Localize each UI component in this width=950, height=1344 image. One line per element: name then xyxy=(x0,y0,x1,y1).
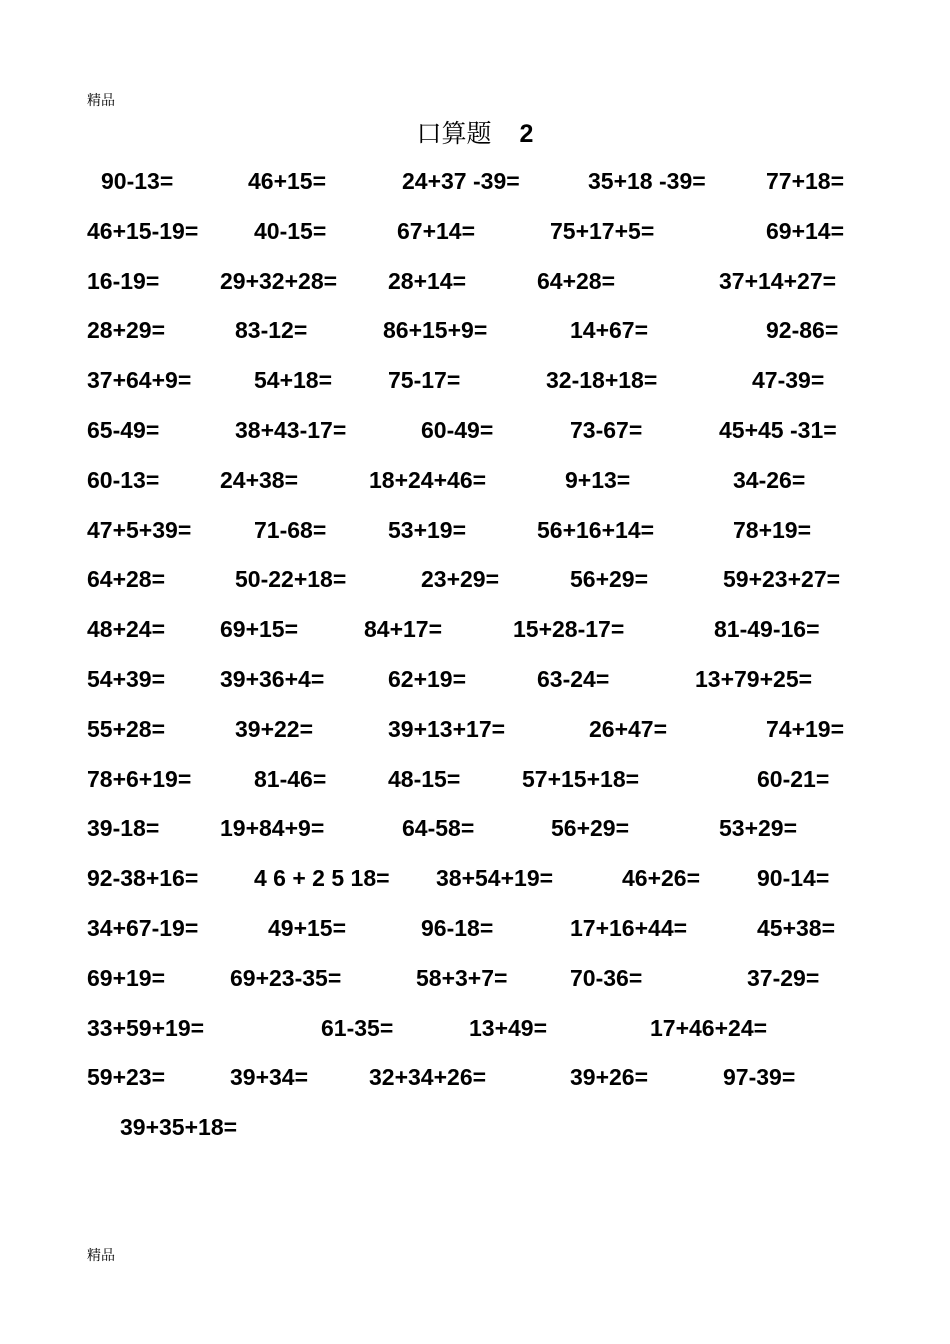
arithmetic-problem: 86+15+9= xyxy=(383,317,488,344)
arithmetic-problem: 38+54+19= xyxy=(436,865,554,892)
arithmetic-problem: 56+29= xyxy=(570,566,649,593)
problem-row xyxy=(0,763,950,795)
arithmetic-problem: 23+29= xyxy=(421,566,500,593)
arithmetic-problem: 13+79+25= xyxy=(695,666,813,692)
arithmetic-problem: 61-35= xyxy=(321,1014,394,1041)
problem-row xyxy=(0,912,950,944)
arithmetic-problem: 64+28= xyxy=(537,267,616,294)
arithmetic-problem: 62+19= xyxy=(388,666,467,692)
arithmetic-problem: 56+29= xyxy=(551,815,630,842)
arithmetic-problem: 33+59+19= xyxy=(87,1014,205,1041)
arithmetic-problem: 28+14= xyxy=(388,267,467,294)
problem-row xyxy=(0,514,950,546)
arithmetic-problem: 56+16+14= xyxy=(537,516,655,543)
arithmetic-problem: 18+24+46= xyxy=(369,466,487,493)
arithmetic-problem: 53+19= xyxy=(388,516,467,543)
arithmetic-problem: 60-13= xyxy=(87,466,160,493)
problem-row xyxy=(0,314,950,346)
arithmetic-problem: 60-49= xyxy=(421,417,494,443)
arithmetic-problem: 90-14= xyxy=(757,865,830,892)
arithmetic-problem: 45+38= xyxy=(757,915,836,941)
arithmetic-problem: 55+28= xyxy=(87,715,166,742)
arithmetic-problem: 24+38= xyxy=(220,466,299,493)
arithmetic-problem: 84+17= xyxy=(364,616,443,643)
arithmetic-problem: 64-58= xyxy=(402,815,475,842)
arithmetic-problem: 58+3+7= xyxy=(416,964,508,991)
problem-row xyxy=(0,962,950,994)
arithmetic-problem: 29+32+28= xyxy=(220,267,338,294)
arithmetic-problem: 34-26= xyxy=(733,466,806,493)
problem-row xyxy=(0,265,950,297)
arithmetic-problem: 17+46+24= xyxy=(650,1014,768,1041)
arithmetic-problem: 59+23= xyxy=(87,1064,166,1091)
header-mark: 精品 xyxy=(87,93,115,109)
arithmetic-problem: 46+26= xyxy=(622,865,701,892)
arithmetic-problem: 69+15= xyxy=(220,616,299,643)
arithmetic-problem: 69+19= xyxy=(87,964,166,991)
arithmetic-problem: 60-21= xyxy=(757,765,830,792)
arithmetic-problem: 15+28-17= xyxy=(513,616,625,643)
arithmetic-problem: 83-12= xyxy=(235,317,308,344)
arithmetic-problem: 9+13= xyxy=(565,466,631,493)
arithmetic-problem: 96-18= xyxy=(421,915,494,941)
arithmetic-problem: 48-15= xyxy=(388,765,461,792)
arithmetic-problem: 75+17+5= xyxy=(550,217,655,244)
arithmetic-problem: 90-13= xyxy=(101,168,174,194)
arithmetic-problem: 46+15-19= xyxy=(87,217,199,244)
arithmetic-problem: 81-46= xyxy=(254,765,327,792)
arithmetic-problem: 34+67-19= xyxy=(87,915,199,941)
arithmetic-problem: 39+13+17= xyxy=(388,715,506,742)
arithmetic-problem: 16-19= xyxy=(87,267,160,294)
arithmetic-problem: 75-17= xyxy=(388,367,461,394)
arithmetic-problem: 69+14= xyxy=(766,217,845,244)
problem-row xyxy=(0,812,950,844)
arithmetic-problem: 54+18= xyxy=(254,367,333,394)
problem-row xyxy=(0,713,950,745)
title-text: 口算题 xyxy=(416,119,492,148)
arithmetic-problem: 81-49-16= xyxy=(714,616,820,643)
arithmetic-problem: 26+47= xyxy=(589,715,668,742)
arithmetic-problem: 59+23+27= xyxy=(723,566,841,593)
arithmetic-problem: 39+36+4= xyxy=(220,666,325,692)
arithmetic-problem: 92-86= xyxy=(766,317,839,344)
arithmetic-problem: 77+18= xyxy=(766,168,845,194)
arithmetic-problem: 37+64+9= xyxy=(87,367,192,394)
arithmetic-problem: 57+15+18= xyxy=(522,765,640,792)
arithmetic-problem: 73-67= xyxy=(570,417,643,443)
arithmetic-problem: 39+35+18= xyxy=(120,1114,238,1141)
problem-row xyxy=(0,1061,950,1093)
arithmetic-problem: 49+15= xyxy=(268,915,347,941)
arithmetic-problem: 53+29= xyxy=(719,815,798,842)
arithmetic-problem: 4 6 + 2 5 18= xyxy=(254,865,390,892)
arithmetic-problem: 54+39= xyxy=(87,666,166,692)
arithmetic-problem: 47+5+39= xyxy=(87,516,192,543)
arithmetic-problem: 19+84+9= xyxy=(220,815,325,842)
arithmetic-problem: 45+45 -31= xyxy=(719,417,837,443)
arithmetic-problem: 69+23-35= xyxy=(230,964,342,991)
arithmetic-problem: 63-24= xyxy=(537,666,610,692)
arithmetic-problem: 28+29= xyxy=(87,317,166,344)
footer-mark: 精品 xyxy=(87,1248,115,1264)
problem-row xyxy=(0,165,950,197)
problem-row xyxy=(0,862,950,894)
arithmetic-problem: 14+67= xyxy=(570,317,649,344)
problem-row xyxy=(0,1111,950,1143)
arithmetic-problem: 50-22+18= xyxy=(235,566,347,593)
arithmetic-problem: 78+6+19= xyxy=(87,765,192,792)
arithmetic-problem: 24+37 -39= xyxy=(402,168,520,194)
arithmetic-problem: 39+34= xyxy=(230,1064,309,1091)
problem-row xyxy=(0,613,950,645)
arithmetic-problem: 67+14= xyxy=(397,217,476,244)
arithmetic-problem: 38+43-17= xyxy=(235,417,347,443)
problem-row xyxy=(0,563,950,595)
problem-row xyxy=(0,215,950,247)
arithmetic-problem: 65-49= xyxy=(87,417,160,443)
title-number: 2 xyxy=(519,120,534,148)
problem-row xyxy=(0,663,950,695)
problem-row xyxy=(0,364,950,396)
arithmetic-problem: 48+24= xyxy=(87,616,166,643)
arithmetic-problem: 39+22= xyxy=(235,715,314,742)
arithmetic-problem: 71-68= xyxy=(254,516,327,543)
arithmetic-problem: 70-36= xyxy=(570,964,643,991)
arithmetic-problem: 64+28= xyxy=(87,566,166,593)
arithmetic-problem: 40-15= xyxy=(254,217,327,244)
arithmetic-problem: 39-18= xyxy=(87,815,160,842)
arithmetic-problem: 46+15= xyxy=(248,168,327,194)
problem-row xyxy=(0,464,950,496)
arithmetic-problem: 97-39= xyxy=(723,1064,796,1091)
arithmetic-problem: 17+16+44= xyxy=(570,915,688,941)
problem-row xyxy=(0,414,950,446)
arithmetic-problem: 35+18 -39= xyxy=(588,168,706,194)
arithmetic-problem: 37-29= xyxy=(747,964,820,991)
arithmetic-problem: 78+19= xyxy=(733,516,812,543)
arithmetic-problem: 74+19= xyxy=(766,715,845,742)
arithmetic-problem: 39+26= xyxy=(570,1064,649,1091)
arithmetic-problem: 47-39= xyxy=(752,367,825,394)
arithmetic-problem: 32-18+18= xyxy=(546,367,658,394)
problem-row xyxy=(0,1012,950,1044)
arithmetic-problem: 32+34+26= xyxy=(369,1064,487,1091)
arithmetic-problem: 92-38+16= xyxy=(87,865,199,892)
arithmetic-problem: 37+14+27= xyxy=(719,267,837,294)
arithmetic-problem: 13+49= xyxy=(469,1014,548,1041)
